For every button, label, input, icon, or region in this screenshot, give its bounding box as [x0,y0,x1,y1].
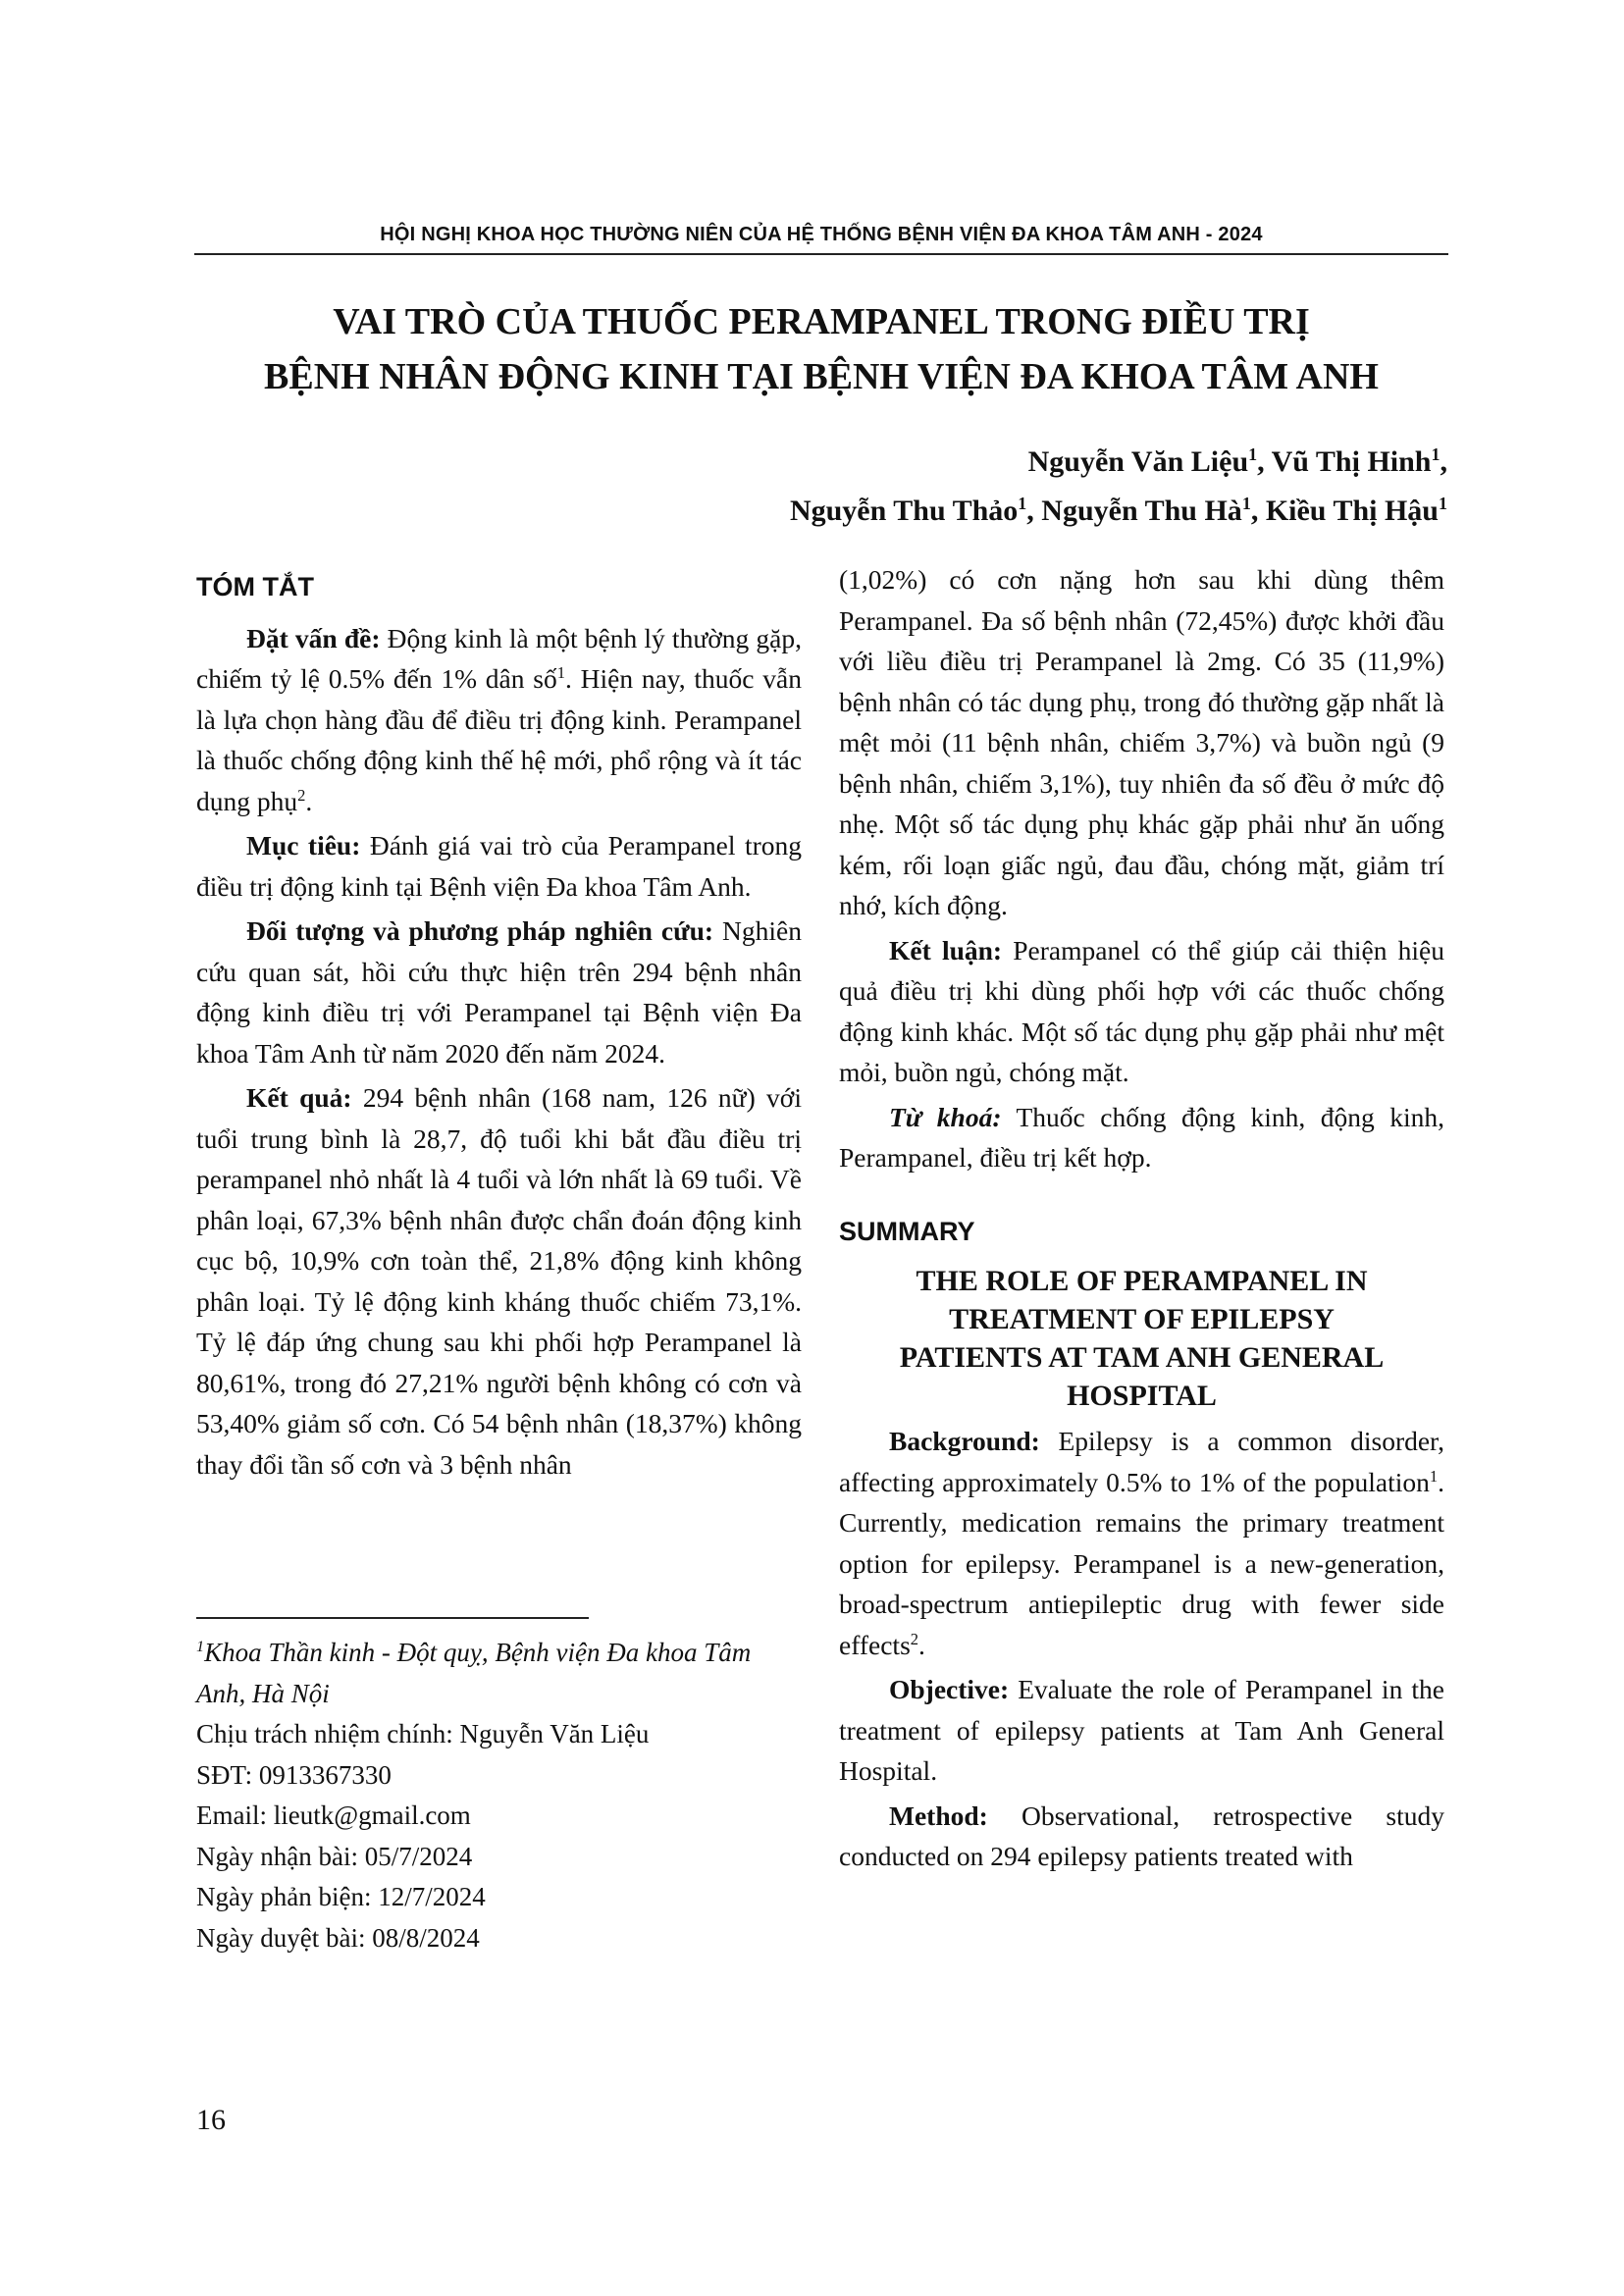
footnote-phone: SĐT: 0913367330 [196,1759,392,1790]
footnote-affiliation [196,1633,802,1714]
author-separator: , [1250,495,1266,527]
footnote-received: Ngày nhận bài: 05/7/2024 [196,1841,473,1871]
english-title-line: HOSPITAL [1067,1380,1217,1412]
background-end: . [305,785,313,816]
author-affiliation-mark: 1 [1431,444,1441,464]
header-divider [194,253,1448,255]
english-title [839,1262,1444,1415]
background-end: . [918,1629,925,1660]
footnote-accepted: Ngày duyệt bài: 08/8/2024 [196,1922,480,1953]
title-line-2: BỆNH NHÂN ĐỘNG KINH TẠI BỆNH VIỆN ĐA KHOA TÂM ANH [264,356,1379,397]
author-separator: , [1257,445,1272,478]
affiliation-mark: 1 [196,1638,205,1655]
author-line-1 [790,438,1447,487]
objective-label: Mục tiêu: [246,830,361,861]
background-label: Background: [889,1426,1040,1456]
author-separator: , [1026,495,1042,527]
abstract-vi-background [196,618,802,822]
citation-ref: 1 [556,662,565,682]
right-column [839,559,1444,1881]
background-text-2: . Hiện nay, thuốc vẫn là lựa chọn hàng đầu để điều trị động kinh. Perampanel là thuốc chống động kinh thế hệ mới, phổ rộng và ít tác dụng phụ [196,663,803,816]
background-text: Động kinh là một bệnh lý thường gặp, chiếm tỷ lệ 0.5% đến 1% dân số [196,622,802,694]
citation-ref: 1 [1429,1466,1439,1486]
author-affiliation-mark: 1 [1018,494,1027,513]
author-name: Vũ Thị Hinh [1271,445,1432,478]
footnotes [196,1633,802,1958]
author-name: Nguyễn Thu Hà [1041,495,1242,527]
abstract-vi-methods [196,911,802,1073]
keywords-text: Thuốc chống động kinh, động kinh, Perampanel, điều trị kết hợp. [839,1101,1444,1173]
author-name: Nguyễn Văn Liệu [1027,445,1249,478]
abstract-vi-results [196,1077,802,1485]
page-number: 16 [196,2104,226,2136]
method-text: Observational, retrospective study conducted on 294 epilepsy patients treated with [839,1800,1444,1871]
method-label: Method: [889,1800,988,1831]
conclusion-label: Kết luận: [889,934,1003,965]
running-header: HỘI NGHỊ KHOA HỌC THƯỜNG NIÊN CỦA HỆ THỐNG BỆNH VIỆN ĐA KHOA TÂM ANH - 2024 [380,224,1263,245]
objective-label: Objective: [889,1674,1010,1704]
conclusion-text: Perampanel có thể giúp cải thiện hiệu quả điều trị khi dùng phối hợp với các thuốc chống động kinh khác. Một số tác dụng phụ gặp phải như mệt mỏi, buồn ngủ, chóng mặt. [839,934,1444,1087]
keywords-label: Từ khoá: [889,1101,1002,1132]
abstract-vi-conclusion [839,930,1444,1093]
results-text: 294 bệnh nhân (168 nam, 126 nữ) với tuổi trung bình là 28,7, độ tuổi khi bắt đầu điều trị perampanel nhỏ nhất là 4 tuổi và lớn nhất là 69 tuổi. Về phân loại, 67,3% bệnh nhân được chẩn đoán động kinh cục bộ, 10,9% cơn toàn thể, 21,8% động kinh không phân loại. Tỷ lệ động kinh kháng thuốc chiếm 73,1%. Tỷ lệ đáp ứng chung sau khi phối hợp Perampanel là 80,61%, trong đó 27,21% người bệnh không có cơn và 53,40% giảm số cơn. Có 54 bệnh nhân (18,37%) không thay đổi tần số cơn và 3 bệnh nhân [196,1082,802,1480]
footnote-divider [196,1617,589,1619]
author-line-2 [790,487,1447,536]
abstract-en-objective [839,1669,1444,1792]
author-name: Kiều Thị Hậu [1265,495,1439,527]
footnote-email: Email: lieutk@gmail.com [196,1800,471,1830]
objective-text: Đánh giá vai trò của Perampanel trong điều trị động kinh tại Bệnh viện Đa khoa Tâm Anh. [196,830,802,902]
abstract-vi-objective [196,825,802,907]
methods-text: Nghiên cứu quan sát, hồi cứu thực hiện trên 294 bệnh nhân động kinh điều trị với Perampanel tại Bệnh viện Đa khoa Tâm Anh từ năm 2020 đến năm 2024. [196,915,802,1069]
background-text: Epilepsy is a common disorder, affecting approximately 0.5% to 1% of the population [839,1426,1444,1497]
affiliation-text: Khoa Thần kinh - Đột quỵ, Bệnh viện Đa khoa Tâm Anh, Hà Nội [196,1638,752,1708]
background-text-2: . Currently, medication remains the primary treatment option for epilepsy. Perampanel is a new-generation, broad-spectrum antiepileptic drug with fewer side effects [839,1466,1444,1660]
article-title [194,294,1448,404]
background-label: Đặt vấn đề: [246,622,381,653]
english-title-line: THE ROLE OF PERAMPANEL IN [916,1265,1368,1297]
english-title-line: TREATMENT OF EPILEPSY [949,1303,1335,1335]
abstract-en-heading: SUMMARY [839,1216,975,1246]
footnote-corresponding: Chịu trách nhiệm chính: Nguyễn Văn Liệu [196,1719,650,1748]
left-column [196,559,802,1488]
citation-ref: 2 [297,785,306,805]
footnote-reviewed: Ngày phản biện: 12/7/2024 [196,1882,486,1911]
abstract-en-method [839,1796,1444,1877]
citation-ref: 2 [910,1629,919,1648]
author-list [790,438,1447,536]
author-name: Nguyễn Thu Thảo [789,495,1019,527]
author-affiliation-mark: 1 [1248,444,1258,464]
english-title-line: PATIENTS AT TAM ANH GENERAL [899,1341,1385,1374]
methods-label: Đối tượng và phương pháp nghiên cứu: [246,915,714,946]
abstract-vi-heading: TÓM TẮT [196,572,314,601]
author-affiliation-mark: 1 [1439,494,1447,513]
results-label: Kết quả: [246,1082,352,1113]
abstract-vi-keywords [839,1097,1444,1178]
abstract-en-background [839,1421,1444,1665]
author-affiliation-mark: 1 [1241,494,1251,513]
title-line-1: VAI TRÒ CỦA THUỐC PERAMPANEL TRONG ĐIỀU TRỊ [333,301,1310,342]
objective-text: Evaluate the role of Perampanel in the treatment of epilepsy patients at Tam Anh General Hospital. [839,1674,1444,1786]
abstract-vi-results-continued: (1,02%) có cơn nặng hơn sau khi dùng thêm Perampanel. Đa số bệnh nhân (72,45%) được khởi đầu với liều điều trị Perampanel là 2mg. Có 35 (11,9%) bệnh nhân có tác dụng phụ, trong đó thường gặp nhất là mệt mỏi (11 bệnh nhân, chiếm 3,7%) và buồn ngủ (9 bệnh nhân, chiếm 3,1%), tuy nhiên đa số đều ở mức độ nhẹ. Một số tác dụng phụ khác gặp phải như ăn uống kém, rối loạn giấc ngủ, đau đầu, chóng mặt, giảm trí nhớ, kích động. [839,564,1444,920]
author-separator: , [1440,445,1447,478]
